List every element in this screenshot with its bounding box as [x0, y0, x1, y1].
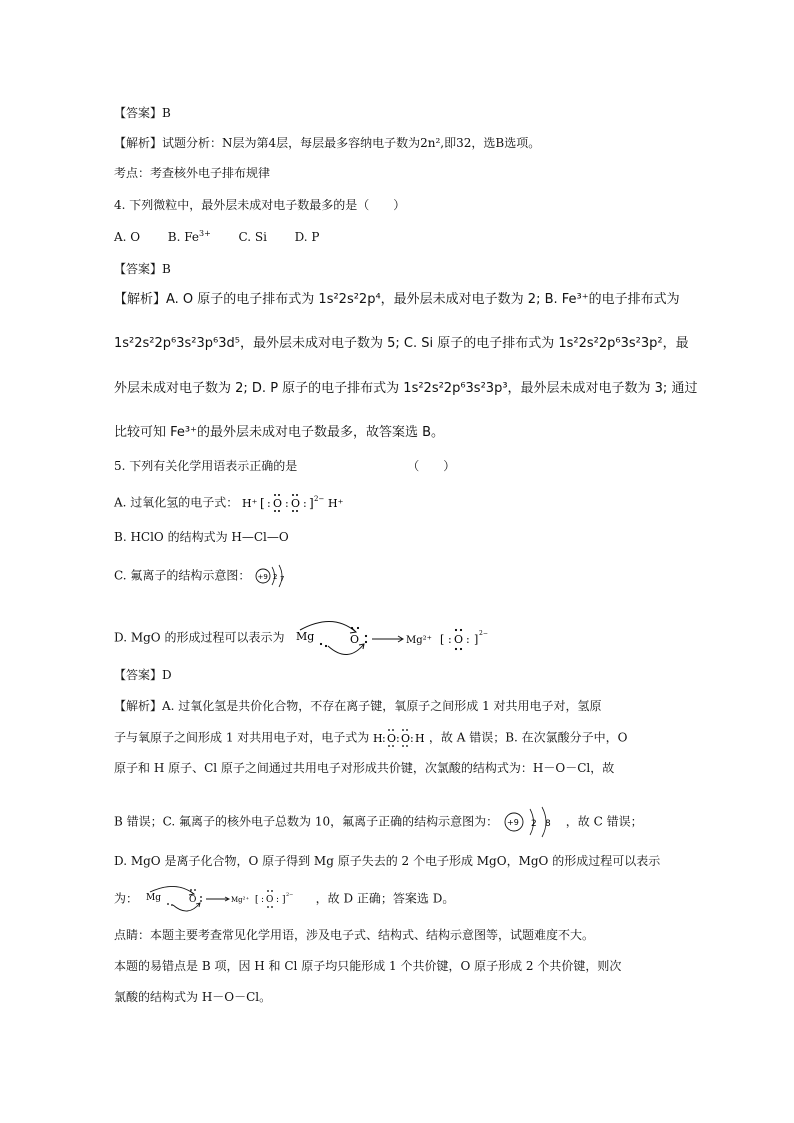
- q5-analysis-line-4: B 错误；C. 氟离子的核外电子总数为 10，氟离子正确的结构示意图为： +9 2 8 ，故 C 错误；: [114, 804, 643, 840]
- q5-analysis-line-5: D. MgO 是离子化合物，O 原子得到 Mg 原子失去的 2 个电子形成 MgO，MgO 的形成过程可以表示: [114, 854, 661, 868]
- q5-note-line-3: 氯酸的结构式为 H－O－Cl。: [114, 990, 272, 1004]
- q5-option-a: A. 过氧化氢的电子式： H⁺ [ : O : O : ] 2− H⁺: [114, 492, 352, 514]
- svg-text:2: 2: [530, 819, 537, 829]
- svg-text::: :: [382, 732, 386, 745]
- svg-text:[: [: [254, 895, 259, 905]
- q5-note-line-1: 点睛：本题主要考查常见化学用语，涉及电子式、结构式、结构示意图等，试题难度不大。: [114, 928, 595, 942]
- svg-text:]: ]: [281, 895, 286, 905]
- q4-answer: 【答案】B: [114, 262, 171, 276]
- q4-option-d: D. P: [294, 230, 320, 244]
- svg-text::: :: [466, 633, 470, 646]
- svg-text:8: 8: [544, 819, 551, 829]
- svg-text:[: [: [260, 496, 265, 510]
- q4-analysis-line-3: 外层未成对电子数为 2; D. P 原子的电子排布式为 1s²2s²2p⁶3s²3p³，最外层未成对电子数为 3; 通过: [114, 381, 698, 396]
- svg-text:O: O: [387, 732, 397, 745]
- svg-text:+9: +9: [506, 818, 519, 827]
- q5-analysis-line-2: 子与氧原子之间形成 1 对共用电子对，电子式为 H : O : O : H ，故 A 错误；B. 在次氯酸分子中，O: [114, 728, 628, 748]
- mgo-formation-figure-analysis: [142, 884, 312, 914]
- q5-option-b: B. HClO 的结构式为 H—Cl—O: [114, 530, 289, 544]
- svg-text:2−: 2−: [314, 495, 325, 503]
- q4-options: [114, 228, 319, 246]
- q5-note-line-2: 本题的易错点是 B 项，因 H 和 Cl 原子均只能形成 1 个共价键，O 原子形成 2 个共价键，则次: [114, 959, 622, 973]
- svg-text:Mg²⁺: Mg²⁺: [230, 896, 249, 904]
- fluoride-correct-structure-figure: [502, 804, 562, 840]
- svg-text:2−: 2−: [285, 892, 294, 898]
- q4-stem: 4. 下列微粒中，最外层未成对电子数最多的是（ ）: [114, 198, 406, 212]
- q3-answer: 【答案】B: [114, 106, 171, 120]
- q5-analysis-line-3: 原子和 H 原子、Cl 原子之间通过共用电子对形成共价键，次氯酸的结构式为：H－O－Cl，故: [114, 761, 615, 775]
- svg-text:H: H: [415, 732, 425, 745]
- q3-analysis: 【解析】试题分析：N层为第4层，每层最多容纳电子数为2n²,即32，选B选项。: [114, 136, 541, 150]
- q4-analysis-line-2: 1s²2s²2p⁶3s²3p⁶3d⁵，最外层未成对电子数为 5; C. Si 原子的电子排布式为 1s²2s²2p⁶3s²3p²，最: [114, 336, 689, 351]
- peroxide-ionic-formula-figure: [242, 492, 352, 514]
- svg-text:7: 7: [280, 575, 285, 583]
- q4-option-c: C. Si: [238, 230, 267, 244]
- q4-analysis-line-1: 【解析】A. O 原子的电子排布式为 1s²2s²2p⁴，最外层未成对电子数为 2; B. Fe³⁺的电子排布式为: [114, 292, 680, 307]
- q4-analysis-line-4: 比较可知 Fe³⁺的最外层未成对电子数最多，故答案选 B。: [114, 425, 445, 440]
- svg-text::: :: [275, 895, 279, 905]
- q5-answer: 【答案】D: [114, 668, 172, 682]
- fluoride-wrong-structure-figure: [254, 563, 290, 589]
- q5-stem: 5. 下列有关化学用语表示正确的是 （ ）: [114, 459, 456, 473]
- svg-text:O: O: [401, 732, 411, 745]
- f-nucleus-label: +9: [257, 573, 269, 581]
- svg-text:]: ]: [309, 496, 314, 510]
- svg-text:]: ]: [474, 633, 479, 646]
- q4-option-a: A. O: [114, 230, 141, 244]
- svg-text:H⁺: H⁺: [328, 497, 344, 510]
- q4-option-b: B. $Fe^{3+}$: [167, 229, 211, 244]
- q5-option-d: D. MgO 的形成过程可以表示为 Mg O Mg²⁺ [ : O : ] 2−: [114, 618, 518, 658]
- svg-text::: :: [448, 633, 452, 646]
- svg-text:2−: 2−: [479, 630, 489, 637]
- svg-text:Mg: Mg: [145, 893, 161, 903]
- q3-topic: 考点：考查核外电子排布规律: [114, 166, 271, 180]
- svg-text:O: O: [291, 497, 301, 510]
- q5-analysis-line-6: 为： Mg O Mg²⁺ [ : O : ] 2− ，故 D 正确；答案选 D。: [114, 884, 454, 914]
- svg-text:2: 2: [273, 573, 278, 581]
- svg-text:Mg: Mg: [296, 630, 315, 643]
- svg-text::: :: [285, 497, 289, 510]
- svg-text:Mg²⁺: Mg²⁺: [406, 635, 433, 646]
- h-plus-label: H⁺: [242, 497, 258, 510]
- svg-text:O: O: [350, 633, 360, 646]
- svg-text:[: [: [440, 633, 445, 646]
- svg-text::: :: [396, 732, 400, 745]
- mgo-formation-figure-option: [288, 618, 518, 658]
- q5-analysis-line-1: 【解析】A. 过氧化氢是共价化合物，不存在离子键，氧原子之间形成 1 对共用电子对，氢原: [114, 699, 602, 713]
- svg-text:O: O: [454, 633, 464, 646]
- svg-text:H: H: [373, 732, 383, 745]
- svg-text::: :: [260, 895, 264, 905]
- svg-text::: :: [303, 497, 307, 510]
- svg-text::: :: [410, 732, 414, 745]
- svg-text:O: O: [265, 895, 274, 905]
- svg-text::: :: [267, 497, 271, 510]
- svg-text:O: O: [273, 497, 283, 510]
- q5-option-c: C. 氟离子的结构示意图： +9 2 7: [114, 563, 290, 589]
- peroxide-covalent-formula-figure: [373, 728, 425, 748]
- svg-text:O: O: [188, 895, 197, 905]
